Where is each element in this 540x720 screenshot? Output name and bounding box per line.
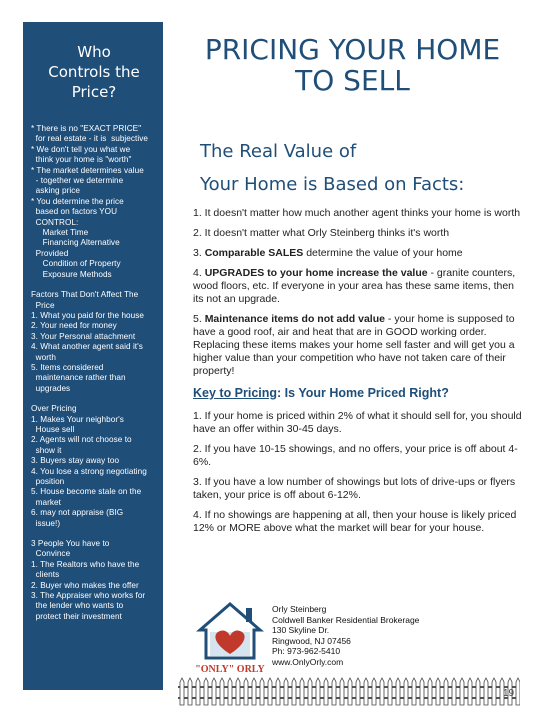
sidebar-line: asking price (31, 186, 80, 196)
sidebar-title (31, 42, 157, 102)
contact-city: Ringwood, NJ 07456 (272, 635, 351, 646)
fence-picket (204, 678, 208, 705)
page-title-line: PRICING YOUR HOME (204, 33, 501, 66)
fence-picket (244, 678, 248, 705)
fact-emphasis: UPGRADES to your home increase the value (204, 267, 428, 279)
subtitle (200, 135, 530, 201)
page-title-line: TO SELL (295, 64, 410, 97)
fact-2: 2. It doesn't matter what Orly Steinberg thinks it's worth (193, 227, 450, 239)
sidebar-line: Convince (31, 549, 71, 559)
fence-picket (492, 678, 496, 705)
sidebar-line: upgrades (31, 383, 71, 393)
key-to-pricing-heading (193, 385, 523, 401)
sidebar-line: maintenance rather than (31, 373, 126, 383)
sidebar-line: * There is no "EXACT PRICE" (31, 124, 142, 133)
sidebar-line: 4. What another agent said it's (31, 342, 143, 352)
sidebar-line: 3. Buyers stay away too (31, 456, 120, 466)
fence-picket (436, 678, 440, 705)
sidebar-line: worth (31, 352, 56, 362)
sidebar-line: 2. Agents will not choose to (31, 435, 132, 445)
sidebar-panel (23, 22, 163, 690)
fence-picket (396, 678, 400, 705)
fence-picket (332, 678, 336, 705)
fence-picket (188, 678, 192, 705)
fence-picket (252, 678, 256, 705)
sidebar-line: Price (31, 300, 55, 310)
fence-picket (316, 678, 320, 705)
fence-picket (300, 678, 304, 705)
fact-number: 5. (193, 313, 205, 325)
main-content (193, 207, 523, 542)
fence-picket (276, 678, 280, 705)
sidebar-line: * We don't tell you what we (31, 144, 131, 154)
fence-picket (260, 678, 264, 705)
fence-picket (228, 678, 232, 705)
sidebar-line: Exposure Methods (31, 269, 112, 279)
sidebar-title-line: Who (77, 43, 111, 61)
key-label: Key to Pricing (193, 386, 278, 400)
contact-street: 130 Skyline Dr. (272, 625, 330, 635)
fact-5 (193, 313, 523, 378)
fence-picket (484, 678, 488, 705)
fence-picket (372, 678, 376, 705)
fact-4 (193, 267, 523, 306)
page-number: 19 (503, 688, 515, 699)
fact-emphasis: Comparable SALES (204, 247, 304, 259)
sidebar-line: 3. Your Personal attachment (31, 331, 136, 341)
fence-picket (236, 678, 240, 705)
fence-picket (412, 678, 416, 705)
fence-picket (404, 678, 408, 705)
sidebar-line: clients (31, 570, 60, 580)
sidebar-title-line: Controls the (48, 63, 140, 81)
chimney-icon (246, 608, 252, 622)
picket-fence-icon (178, 676, 520, 706)
page-title (180, 34, 525, 96)
contact-info (272, 604, 472, 667)
key-item: 1. If your home is priced within 2% of what it should sell for, you should have an offer within 30-45 days. (193, 410, 522, 435)
key-item: 2. If you have 10-15 showings, and no offers, your price is off about 4-6%. (193, 443, 518, 468)
fence-picket (308, 678, 312, 705)
sidebar-line: 1. What you paid for the house (31, 310, 145, 320)
contact-phone: Ph: 973-962-5410 (272, 646, 341, 656)
fence-picket (428, 678, 432, 705)
fence-picket (476, 678, 480, 705)
fence-picket (420, 678, 424, 705)
fact-number: 3. (193, 247, 205, 259)
subtitle-line: The Real Value of (200, 141, 357, 162)
contact-company: Coldwell Banker Residential Brokerage (272, 614, 420, 625)
fence-picket (348, 678, 352, 705)
sidebar-line: market (31, 497, 61, 507)
contact-name: Orly Steinberg (272, 604, 327, 614)
sidebar-line: based on factors YOU (31, 207, 118, 217)
fence-picket (324, 678, 328, 705)
fence-picket (460, 678, 464, 705)
contact-website[interactable]: www.OnlyOrly.com (272, 656, 344, 667)
fence-picket (444, 678, 448, 705)
key-question: : Is Your Home Priced Right? (277, 386, 449, 400)
fence-picket (292, 678, 296, 705)
sidebar-line: 3. The Appraiser who works for (31, 591, 146, 601)
fence-picket (364, 678, 368, 705)
sidebar-line: House sell (31, 424, 75, 434)
sidebar-line: Condition of Property (31, 259, 121, 269)
sidebar-line: Over Pricing (31, 404, 77, 414)
sidebar-line: Provided (31, 248, 69, 258)
fact-text: - your home is supposed to have a good roof, air and heat that are in GOOD working order. Replacing these items makes your home sell faster and will get you a higher value than your competition who have not taken care of their property! (193, 313, 515, 377)
sidebar-line: * The market determines value (31, 165, 144, 175)
sidebar-line: * You determine the price (31, 196, 124, 206)
sidebar-line: 5. Items considered (31, 362, 104, 372)
fence-picket (196, 678, 200, 705)
fence-picket (380, 678, 384, 705)
key-item: 3. If you have a low number of showings but lots of drive-ups or flyers taken, your price is off about 6-12%. (193, 476, 516, 501)
sidebar-line: show it (31, 445, 62, 455)
sidebar-gap (31, 529, 157, 539)
sidebar-line: 4. You lose a strong negotiating (31, 466, 147, 476)
fence-picket (452, 678, 456, 705)
subtitle-line: Your Home is Based on Facts: (200, 174, 465, 195)
sidebar-line: CONTROL: (31, 217, 79, 227)
sidebar-line: position (31, 477, 65, 486)
sidebar-line: Factors That Don't Affect The (31, 290, 139, 300)
only-orly-logo (194, 600, 266, 678)
sidebar-gap (31, 394, 157, 404)
fence-picket (268, 678, 272, 705)
sidebar-line: Market Time (31, 228, 89, 238)
fence-picket (468, 678, 472, 705)
sidebar-sections (31, 124, 157, 622)
sidebar-line: Financing Alternative (31, 238, 120, 248)
sidebar-line: 6. may not appraise (BIG (31, 508, 124, 518)
fact-number: 4. (193, 267, 205, 279)
sidebar-line: - together we determine (31, 176, 124, 186)
fence-picket (212, 678, 216, 705)
fact-1: 1. It doesn't matter how much another agent thinks your home is worth (193, 207, 521, 219)
fact-emphasis: Maintenance items do not add value (204, 313, 385, 325)
sidebar-line: 3 People You have to (31, 539, 110, 549)
fact-text: determine the value of your home (303, 247, 463, 259)
fence-picket (516, 678, 520, 705)
sidebar-line: 2. Buyer who makes the offer (31, 580, 139, 590)
fence-picket (340, 678, 344, 705)
fence-picket (284, 678, 288, 705)
sidebar-line: the lender who wants to (31, 601, 124, 611)
sidebar-line: 2. Your need for money (31, 321, 117, 331)
fence-picket (220, 678, 224, 705)
fence-picket (356, 678, 360, 705)
fact-3 (193, 247, 523, 260)
fact-text: - granite counters, wood floors, etc. If everyone in your area has these same items, then its not an upgrade. (193, 267, 516, 305)
sidebar-line: think your home is "worth" (31, 155, 132, 165)
sidebar-title-line: Price? (71, 83, 117, 101)
sidebar-line: for real estate - it is subjective (31, 134, 148, 144)
sidebar-line: 1. Makes Your neighbor's (31, 414, 124, 424)
sidebar-gap (31, 280, 157, 290)
sidebar-line: issue!) (31, 518, 61, 528)
sidebar-line: 1. The Realtors who have the (31, 559, 140, 569)
key-item: 4. If no showings are happening at all, then your house is likely priced 12% or MORE above what the market will bear for your house. (193, 509, 517, 534)
fence-picket (388, 678, 392, 705)
logo-text: "ONLY" ORLY (195, 664, 265, 675)
sidebar-line: protect their investment (31, 611, 122, 621)
sidebar-line: 5. House become stale on the (31, 487, 142, 497)
fence-picket (180, 678, 184, 705)
